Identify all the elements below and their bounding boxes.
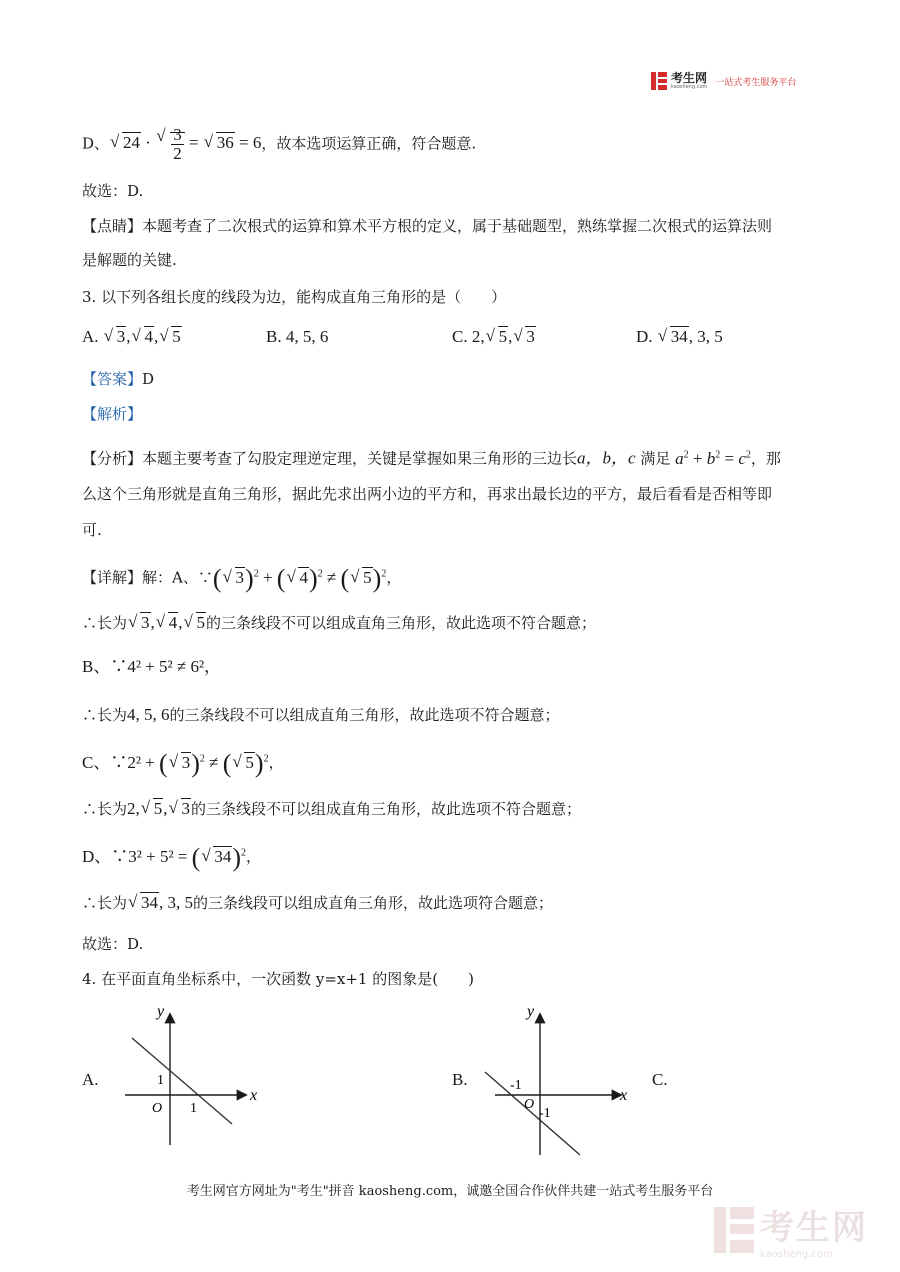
logo-slogan: 一站式考生服务平台 <box>715 77 797 88</box>
graph-a-y-label: y <box>157 1003 165 1020</box>
question-4: 4. 在平面直角坐标系中，一次函数 y=x+1 的图象是( ) <box>82 970 474 988</box>
choose-d-1: 故选：D. <box>82 182 144 200</box>
graph-b-line <box>485 1072 580 1155</box>
q3-option-c: C. 2,√ 5,√ 3 <box>452 326 536 348</box>
fenxi-line-1: 【分析】本题主要考查了勾股定理逆定理，关键是掌握如果三角形的三边长a，b，c 满足 $a^2 + b^2 = c^2$，那 <box>82 448 781 468</box>
question-3: 3. 以下列各组长度的线段为边，能构成直角三角形的是（ ） <box>82 288 507 306</box>
graph-a-y-intercept: 1 <box>157 1073 164 1088</box>
detail-a-conclusion: ∴长为√ 3,√ 4,√ 5的三条线段不可以组成直角三角形，故此选项不符合题意； <box>82 612 596 634</box>
choose-d-2: 故选：D. <box>82 935 144 953</box>
answer-line: 【答案】D <box>82 370 155 388</box>
detail-c-check: C、∵2² + (√ 3)$^2$ ≠ (√ 5)$^2$， <box>82 748 284 777</box>
q3-option-a: A. √ 3,√ 4,√ 5 <box>82 326 182 348</box>
graph-b-origin: O <box>524 1097 535 1112</box>
logo-domain: kaosheng.com <box>671 84 708 90</box>
fenxi-line-3: 可. <box>82 521 102 539</box>
q4-label-b: B. <box>452 1070 468 1089</box>
detail-d-conclusion: ∴长为√ 34, 3, 5的三条线段可以组成直角三角形，故此选项符合题意； <box>82 892 553 914</box>
graph-a-line <box>132 1038 232 1124</box>
d-option-line: D、√ 24 · √ $\frac{3}{2}$ = √ 36 = 6，故本选项运算正确，符合题意. <box>82 126 476 163</box>
watermark-domain: kaosheng.com <box>760 1249 833 1260</box>
q3-option-b: B. 4, 5, 6 <box>266 327 329 346</box>
logo-name: 考生网 <box>671 71 708 85</box>
graph-a <box>110 1000 280 1150</box>
q4-label-a: A. <box>82 1070 99 1089</box>
detail-c-conclusion: ∴长为2,√ 5,√ 3的三条线段不可以组成直角三角形，故此选项不符合题意； <box>82 798 581 820</box>
detail-d-check: D、∵3² + 5² = (√ 34)$^2$， <box>82 842 261 871</box>
graph-b-x-label: x <box>620 1087 628 1104</box>
detail-b-conclusion: ∴长为4, 5, 6的三条线段不可以组成直角三角形，故此选项不符合题意； <box>82 705 560 724</box>
footer-text: 考生网官方网址为"考生"拼音 kaosheng.com，诚邀全国合作伙伴共建一站式考生服务平台 <box>186 1184 714 1199</box>
fenxi-line-2: 么这个三角形就是直角三角形，据此先求出两小边的平方和，再求出最长边的平方，最后看看是否相等即 <box>82 485 773 503</box>
watermark-text: 考生网 <box>760 1208 868 1248</box>
q3-option-d: D. √ 34, 3, 5 <box>636 326 723 348</box>
watermark-logo-icon <box>714 1207 754 1253</box>
graph-b-x-intercept: -1 <box>510 1078 522 1093</box>
dianjing-line-1: 【点睛】本题考查了二次根式的运算和算术平方根的定义，属于基础题型，熟练掌握二次根式的运算法则 <box>82 217 773 235</box>
graph-a-x-intercept: 1 <box>190 1101 197 1116</box>
graph-a-x-label: x <box>250 1087 258 1104</box>
graph-b-y-label: y <box>527 1003 535 1020</box>
analysis-label: 【解析】 <box>82 405 143 423</box>
header-logo <box>651 72 796 90</box>
detail-b-check: B、∵4² + 5² ≠ 6²， <box>82 657 222 676</box>
logo-icon <box>651 72 667 90</box>
watermark <box>714 1200 868 1260</box>
graph-b-y-intercept: -1 <box>539 1106 551 1121</box>
graph-b <box>480 1000 650 1160</box>
detail-a-check: 【详解】解：A、∵(√ 3)$^2$ + (√ 4)$^2$ ≠ (√ 5)$^2$， <box>82 563 401 592</box>
graph-a-origin: O <box>152 1101 163 1116</box>
dianjing-line-2: 是解题的关键. <box>82 251 177 269</box>
q4-label-c: C. <box>652 1070 668 1089</box>
